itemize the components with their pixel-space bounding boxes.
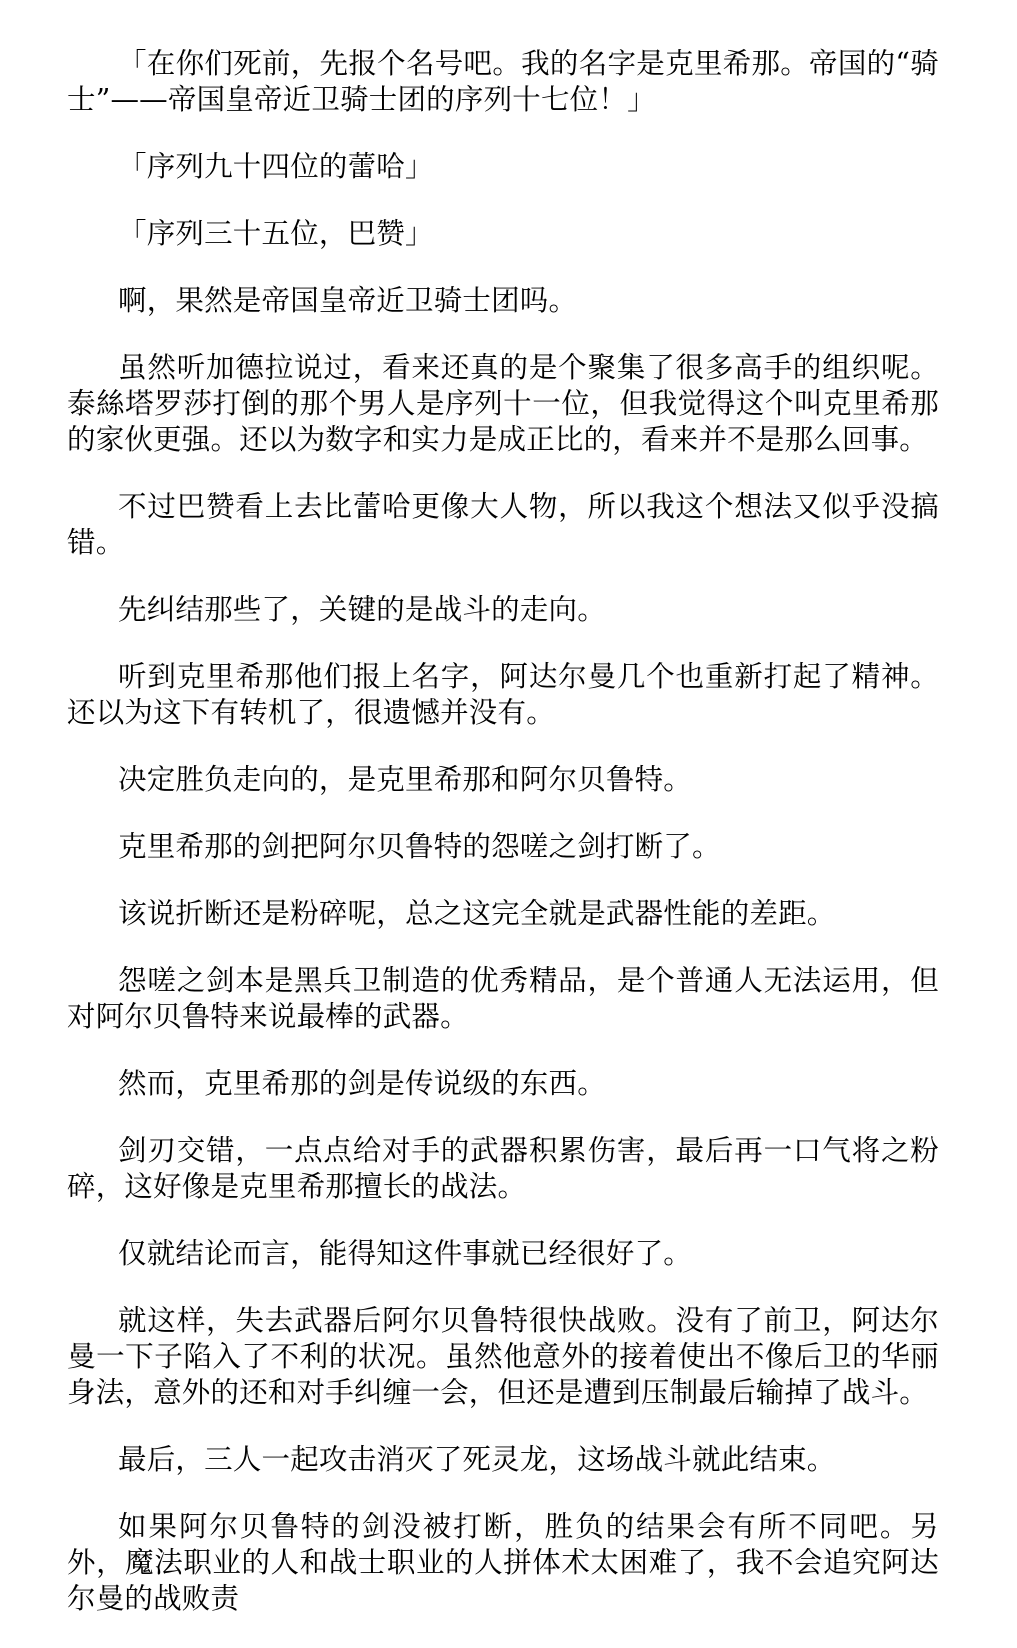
paragraph-13: 然而，克里希那的剑是传说级的东西。	[118, 1067, 606, 1100]
paragraph-3: 「序列三十五位，巴赞」	[118, 217, 434, 250]
paragraph-5: 虽然听加德拉说过，看来还真的是个聚集了很多高手的组织呢。泰絲塔罗莎打倒的那个男人是序列十一位，但我觉得这个叫克里希那的家伙更强。还以为数字和实力是成正比的，看来并不是那么回事。	[67, 351, 939, 456]
paragraph-18: 如果阿尔贝鲁特的剑没被打断，胜负的结果会有所不同吧。另外，魔法职业的人和战士职业的人拼体术太困难了，我不会追究阿达尔曼的战败责	[67, 1510, 939, 1615]
paragraph-9: 决定胜负走向的，是克里希那和阿尔贝鲁特。	[118, 763, 693, 796]
document-page	[67, 46, 939, 1648]
paragraph-2: 「序列九十四位的蕾哈」	[118, 150, 434, 183]
paragraph-6: 不过巴赞看上去比蕾哈更像大人物，所以我这个想法又似乎没搞错。	[67, 490, 939, 559]
paragraph-1: 「在你们死前，先报个名号吧。我的名字是克里希那。帝国的“骑士”——帝国皇帝近卫骑士团的序列十七位！」	[67, 47, 939, 116]
paragraph-17: 最后，三人一起攻击消灭了死灵龙，这场战斗就此结束。	[118, 1443, 836, 1476]
paragraph-15: 仅就结论而言，能得知这件事就已经很好了。	[118, 1237, 693, 1270]
paragraph-11: 该说折断还是粉碎呢，总之这完全就是武器性能的差距。	[118, 897, 836, 930]
paragraph-4: 啊，果然是帝国皇帝近卫骑士团吗。	[118, 284, 578, 317]
paragraph-12: 怨嗟之剑本是黑兵卫制造的优秀精品，是个普通人无法运用，但对阿尔贝鲁特来说最棒的武器。	[67, 964, 939, 1033]
paragraph-14: 剑刃交错，一点点给对手的武器积累伤害，最后再一口气将之粉碎，这好像是克里希那擅长的战法。	[67, 1134, 939, 1203]
paragraph-10: 克里希那的剑把阿尔贝鲁特的怨嗟之剑打断了。	[118, 830, 721, 863]
paragraph-16: 就这样，失去武器后阿尔贝鲁特很快战败。没有了前卫，阿达尔曼一下子陷入了不利的状况。虽然他意外的接着使出不像后卫的华丽身法，意外的还和对手纠缠一会，但还是遭到压制最后输掉了战斗。	[67, 1304, 939, 1409]
paragraph-7: 先纠结那些了，关键的是战斗的走向。	[118, 593, 606, 626]
paragraph-8: 听到克里希那他们报上名字，阿达尔曼几个也重新打起了精神。还以为这下有转机了，很遗憾并没有。	[67, 660, 939, 729]
